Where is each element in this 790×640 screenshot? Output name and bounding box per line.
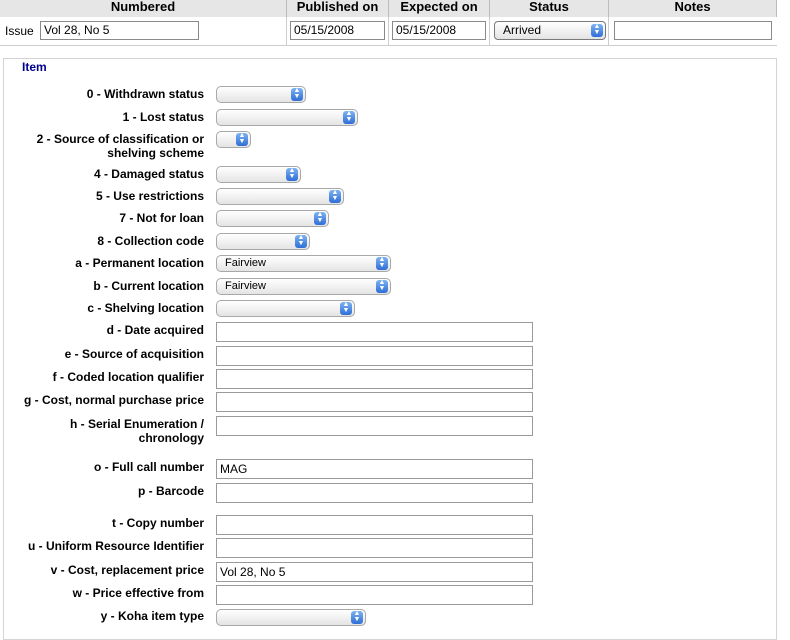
header-status: Status bbox=[490, 0, 609, 17]
up-down-arrows-icon: ▲ ▼ bbox=[376, 257, 388, 270]
issue-label: Issue bbox=[5, 24, 34, 38]
source-of-acquisition-input[interactable] bbox=[216, 346, 533, 366]
field-label-lost-status: 1 - Lost status bbox=[122, 110, 204, 124]
header-expected-on: Expected on bbox=[389, 0, 490, 17]
lost-status-select[interactable] bbox=[216, 109, 358, 126]
field-label-cost-replacement: v - Cost, replacement price bbox=[50, 563, 204, 577]
damaged-status-select[interactable] bbox=[216, 166, 301, 183]
field-label-koha-item-type: y - Koha item type bbox=[100, 609, 204, 623]
item-legend: Item bbox=[22, 60, 47, 74]
permanent-location-select[interactable] bbox=[216, 255, 391, 272]
divider bbox=[286, 17, 287, 45]
up-down-arrows-icon: ▲ ▼ bbox=[591, 24, 603, 37]
up-down-arrows-icon: ▲ ▼ bbox=[351, 611, 363, 624]
use-restrictions-select[interactable] bbox=[216, 188, 344, 205]
field-label-price-effective-from: w - Price effective from bbox=[72, 586, 204, 600]
divider bbox=[608, 17, 609, 45]
field-label-copy-number: t - Copy number bbox=[112, 516, 204, 530]
classification-source-select[interactable] bbox=[216, 131, 251, 148]
barcode-input[interactable] bbox=[216, 483, 533, 503]
full-call-number-input[interactable]: MAG bbox=[216, 459, 533, 479]
header-notes: Notes bbox=[609, 0, 777, 17]
field-label-current-location: b - Current location bbox=[93, 279, 204, 293]
withdrawn-status-select[interactable] bbox=[216, 86, 306, 103]
up-down-arrows-icon: ▲ ▼ bbox=[340, 302, 352, 315]
divider bbox=[388, 17, 389, 45]
field-label-shelving-location: c - Shelving location bbox=[87, 301, 204, 315]
published-on-input[interactable]: 05/15/2008 bbox=[290, 21, 385, 40]
expected-on-input[interactable]: 05/15/2008 bbox=[392, 21, 486, 40]
field-label-withdrawn-status: 0 - Withdrawn status bbox=[86, 87, 204, 101]
select-value: Fairview bbox=[225, 280, 266, 292]
copy-number-input[interactable] bbox=[216, 515, 533, 535]
status-select-value: Arrived bbox=[503, 23, 542, 37]
serial-enumeration-input[interactable] bbox=[216, 416, 533, 436]
koha-item-type-select[interactable] bbox=[216, 609, 366, 626]
field-label-cost-normal-purchase: g - Cost, normal purchase price bbox=[23, 393, 204, 407]
field-label-full-call-number: o - Full call number bbox=[93, 460, 204, 474]
status-select[interactable] bbox=[494, 21, 606, 40]
cost-replacement-input[interactable]: Vol 28, No 5 bbox=[216, 562, 533, 582]
current-location-select[interactable] bbox=[216, 278, 391, 295]
field-label-damaged-status: 4 - Damaged status bbox=[93, 167, 204, 181]
field-label-not-for-loan: 7 - Not for loan bbox=[119, 211, 204, 225]
field-label-permanent-location: a - Permanent location bbox=[75, 256, 204, 270]
price-effective-from-input[interactable] bbox=[216, 585, 533, 605]
field-label-uri: u - Uniform Resource Identifier bbox=[27, 539, 204, 553]
field-label-collection-code: 8 - Collection code bbox=[97, 234, 204, 248]
up-down-arrows-icon: ▲ ▼ bbox=[314, 212, 326, 225]
up-down-arrows-icon: ▲ ▼ bbox=[291, 88, 303, 101]
not-for-loan-select[interactable] bbox=[216, 210, 329, 227]
field-label-serial-enumeration: h - Serial Enumeration / chronology bbox=[69, 417, 204, 445]
numbered-input[interactable]: Vol 28, No 5 bbox=[40, 21, 199, 40]
up-down-arrows-icon: ▲ ▼ bbox=[329, 190, 341, 203]
select-value: Fairview bbox=[225, 257, 266, 269]
collection-code-select[interactable] bbox=[216, 233, 310, 250]
field-label-classification-source: 2 - Source of classification or shelving scheme bbox=[36, 132, 204, 160]
shelving-location-select[interactable] bbox=[216, 300, 355, 317]
up-down-arrows-icon: ▲ ▼ bbox=[295, 235, 307, 248]
up-down-arrows-icon: ▲ ▼ bbox=[236, 133, 248, 146]
up-down-arrows-icon: ▲ ▼ bbox=[286, 168, 298, 181]
field-label-coded-location-qualifier: f - Coded location qualifier bbox=[52, 370, 204, 384]
header-numbered: Numbered bbox=[0, 0, 287, 17]
up-down-arrows-icon: ▲ ▼ bbox=[376, 280, 388, 293]
cost-normal-purchase-input[interactable] bbox=[216, 392, 533, 412]
header-published-on: Published on bbox=[287, 0, 389, 17]
field-label-source-of-acquisition: e - Source of acquisition bbox=[64, 347, 204, 361]
date-acquired-input[interactable] bbox=[216, 322, 533, 342]
uri-input[interactable] bbox=[216, 538, 533, 558]
field-label-use-restrictions: 5 - Use restrictions bbox=[95, 189, 204, 203]
divider bbox=[489, 17, 490, 45]
field-label-date-acquired: d - Date acquired bbox=[106, 323, 204, 337]
notes-input[interactable] bbox=[614, 21, 772, 40]
field-label-barcode: p - Barcode bbox=[137, 484, 204, 498]
coded-location-qualifier-input[interactable] bbox=[216, 369, 533, 389]
up-down-arrows-icon: ▲ ▼ bbox=[343, 111, 355, 124]
